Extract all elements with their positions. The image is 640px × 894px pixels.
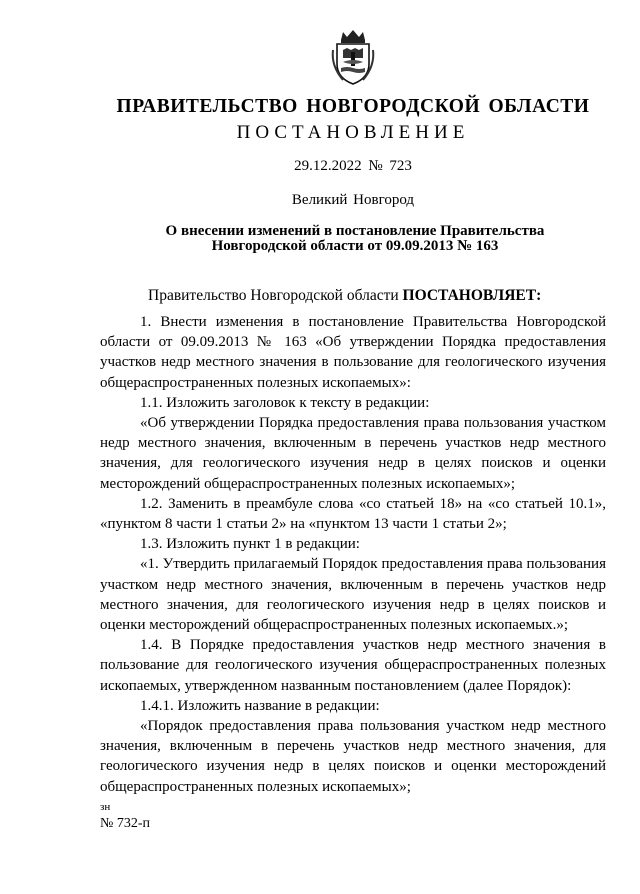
paragraph: 1.4.1. Изложить название в редакции: bbox=[140, 697, 380, 714]
document-type: ПОСТАНОВЛЕНИЕ bbox=[236, 122, 470, 143]
paragraph: «Об утверждении Порядка предоставления права пользования участком недр местного значения, включенным в перечень участков недр местного значения, для геологического изучения недр в целях поисков и оценки месторождений общераспространенных полезных ископаемых»; bbox=[100, 415, 606, 492]
paragraph: 1.3. Изложить пункт 1 в редакции: bbox=[140, 536, 360, 553]
paragraph: 1.2. Заменить в преамбуле слова «со статьей 18» на «со статьей 10.1», «пунктом 8 части 1 статьи 2» на «пунктом 13 части 1 статьи 2»; bbox=[100, 495, 606, 533]
preamble bbox=[148, 287, 541, 305]
paragraph: «Порядок предоставления права пользования участком недр местного значения, включенным в перечень участков недр местного значения, для геологического изучения недр в целях поисков и оценки месторождений общераспространенных полезных ископаемых»; bbox=[100, 718, 606, 795]
preamble-text: Правительство Новгородской области bbox=[148, 287, 403, 304]
document-date-number: 29.12.2022 № 723 bbox=[294, 158, 412, 174]
footer-note: зн bbox=[100, 801, 111, 813]
document-body bbox=[100, 312, 606, 797]
preamble-decree-word: ПОСТАНОВЛЯЕТ: bbox=[402, 287, 542, 304]
paragraph: «1. Утвердить прилагаемый Порядок предоставления права пользования участком недр местного значения, включенным в перечень участков недр местного значения, для геологического изучения недр в целях поисков и оценки месторождений общераспространенных полезных ископаемых.»; bbox=[100, 556, 606, 634]
footer-registration-number: № 732-п bbox=[100, 816, 151, 831]
document-subject: О внесении изменений в постановление Правительства Новгородской области от 09.09.2013 № 163 bbox=[165, 223, 545, 254]
document-place: Великий Новгород bbox=[291, 192, 415, 208]
government-title: ПРАВИТЕЛЬСТВО НОВГОРОДСКОЙ ОБЛАСТИ bbox=[116, 96, 590, 117]
paragraph: 1.4. В Порядке предоставления участков недр местного значения в пользование для геологического изучения общераспространенных полезных ископаемых, утвержденном названным постановлением (далее Порядок): bbox=[100, 637, 606, 694]
paragraph: 1. Внести изменения в постановление Правительства Новгородской области от 09.09.2013 № 163 «Об утверждении Порядка предоставления участков недр местного значения в пользование для геологического изучения общераспространенных полезных ископаемых»: bbox=[100, 314, 606, 391]
paragraph: 1.1. Изложить заголовок к тексту в редакции: bbox=[140, 394, 430, 411]
coat-of-arms-emblem bbox=[329, 28, 377, 86]
